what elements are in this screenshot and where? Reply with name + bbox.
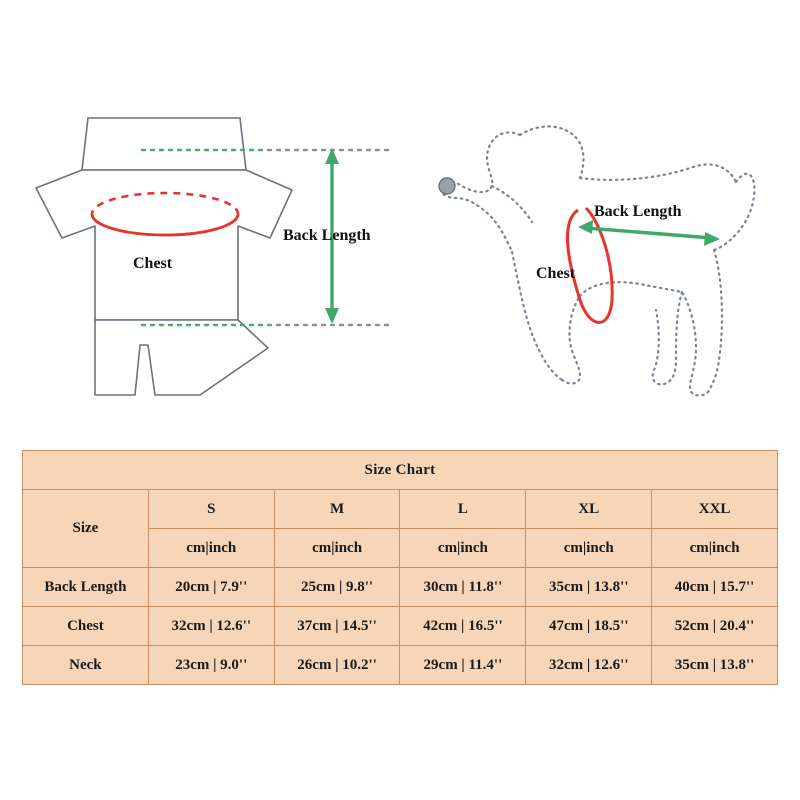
cell-neck-xl: 32cm | 12.6'' — [526, 646, 652, 685]
cell-back-length-xl: 35cm | 13.8'' — [526, 568, 652, 607]
chest-label-left: Chest — [133, 255, 173, 272]
dog-nose — [439, 178, 455, 194]
column-header-m: M — [274, 490, 400, 529]
column-header-xl: XL — [526, 490, 652, 529]
cell-chest-s: 32cm | 12.6'' — [148, 607, 274, 646]
cell-chest-xl: 47cm | 18.5'' — [526, 607, 652, 646]
table-row — [23, 646, 778, 685]
table-header-row — [23, 490, 778, 529]
unit-cell-xl: cm|inch — [526, 529, 652, 568]
corner-size-label: Size — [23, 490, 149, 568]
row-label-back-length: Back Length — [23, 568, 149, 607]
chart-title: Size Chart — [23, 451, 778, 490]
unit-cell-m: cm|inch — [274, 529, 400, 568]
table-row — [23, 568, 778, 607]
column-header-l: L — [400, 490, 526, 529]
cell-neck-xxl: 35cm | 13.8'' — [652, 646, 778, 685]
column-header-s: S — [148, 490, 274, 529]
cell-neck-l: 29cm | 11.4'' — [400, 646, 526, 685]
cell-back-length-xxl: 40cm | 15.7'' — [652, 568, 778, 607]
back-length-label-left: Back Length — [283, 227, 371, 244]
unit-cell-s: cm|inch — [148, 529, 274, 568]
size-chart-table — [22, 450, 778, 685]
column-header-xxl: XXL — [652, 490, 778, 529]
cell-neck-s: 23cm | 9.0'' — [148, 646, 274, 685]
cell-chest-xxl: 52cm | 20.4'' — [652, 607, 778, 646]
table-row — [23, 607, 778, 646]
cell-chest-l: 42cm | 16.5'' — [400, 607, 526, 646]
size-chart-table-wrap — [22, 450, 778, 685]
unit-cell-xxl: cm|inch — [652, 529, 778, 568]
chest-label-right: Chest — [536, 265, 576, 282]
unit-cell-l: cm|inch — [400, 529, 526, 568]
dog-outline — [440, 126, 754, 395]
row-label-neck: Neck — [23, 646, 149, 685]
cell-back-length-m: 25cm | 9.8'' — [274, 568, 400, 607]
cell-back-length-l: 30cm | 11.8'' — [400, 568, 526, 607]
cell-chest-m: 37cm | 14.5'' — [274, 607, 400, 646]
cell-back-length-s: 20cm | 7.9'' — [148, 568, 274, 607]
table-title-row — [23, 451, 778, 490]
cell-neck-m: 26cm | 10.2'' — [274, 646, 400, 685]
back-length-label-right: Back Length — [594, 203, 682, 220]
row-label-chest: Chest — [23, 607, 149, 646]
